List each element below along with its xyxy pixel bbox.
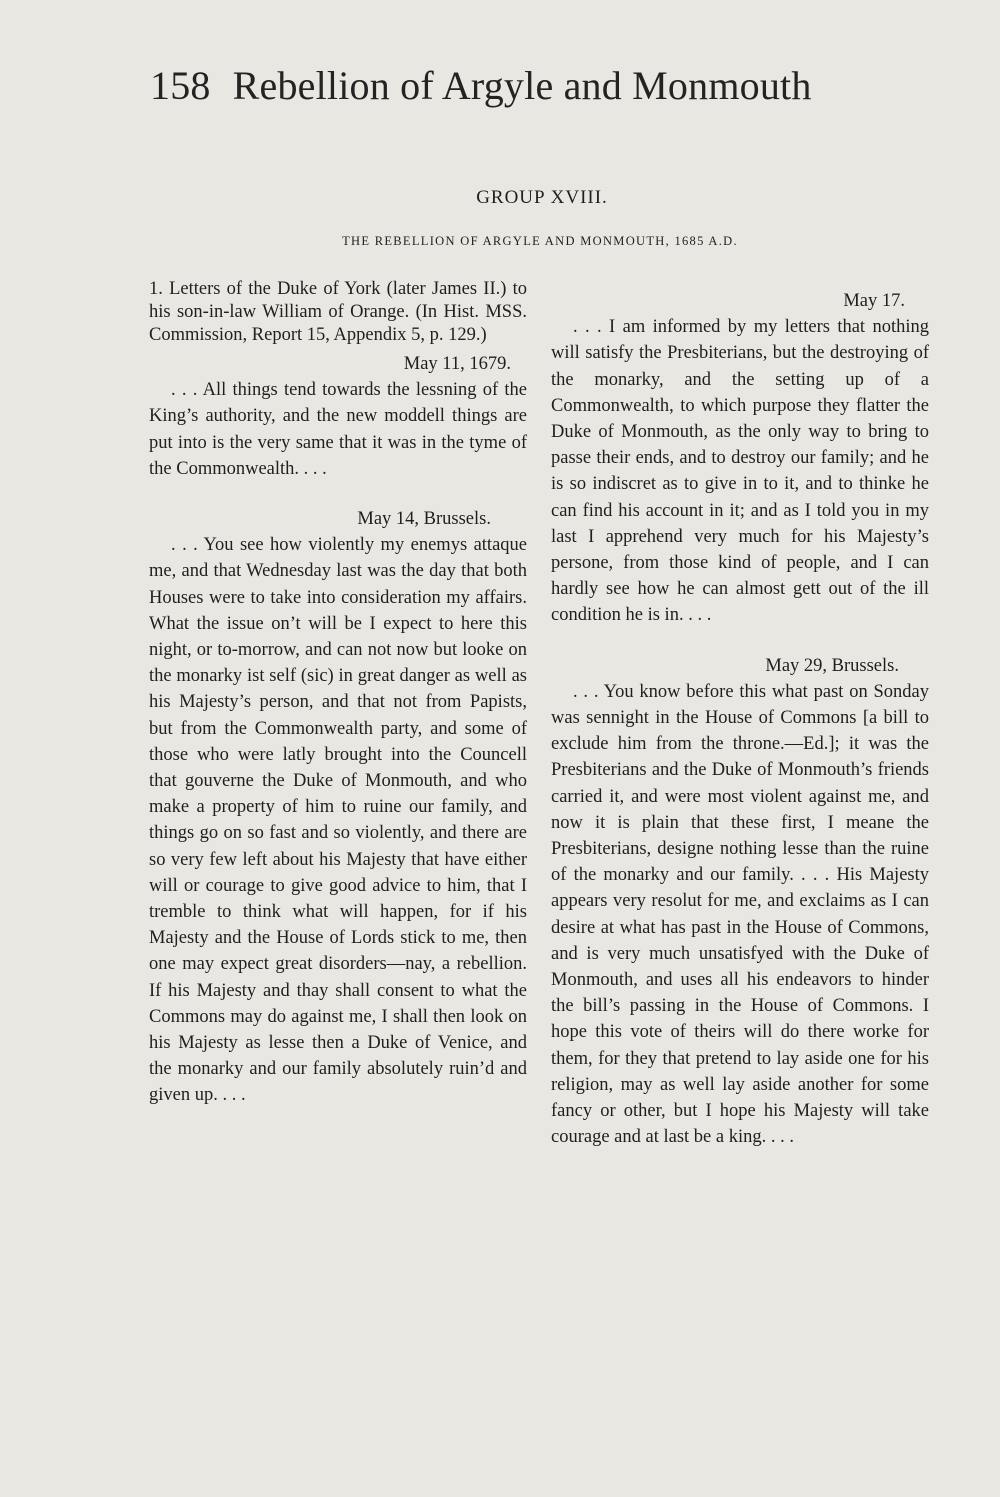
letter-text: . . . You know before this what past on Sonday was sennight in the House of Commons [a bill to exclude him from the throne.—Ed.]; it was the Presbiterians and the Duke of Monmouth’s friends carried it, and were most violent against me, and now it is plain that these first, I meane the Presbiterians, designe nothing lesse than the ruine of the monarky and our family. . . . His Majesty appears very resolut for me, and exclaims as I can desire at what has past in the House of Commons, and is very much unsatisfyed with the Duke of Monmouth, and uses all his endeavors to hinder the bill’s passing in the House of Commons. I hope this vote of theirs will do there worke for them, for they that pretend to lay aside one for his religion, may as well lay aside another for some fancy or other, but I hope his Majesty will take courage and at last be a king. . . . xyxy=(551,681,929,1148)
running-title: Rebellion of Argyle and Monmouth xyxy=(232,63,812,108)
letter-text: . . . All things tend towards the lessning of the King’s authority, and the new moddell things are put into is the very same that it was in the tyme of the Commonwealth. . . . xyxy=(149,380,527,479)
letter-date: May 14, Brussels. xyxy=(357,509,491,530)
left-column xyxy=(149,278,527,1109)
source-citation: 1. Letters of the Duke of York (later James II.) to his son-in-law William of Orange. (In Hist. MSS. Commission, Report 15, Appendix 5, p. 129.) xyxy=(149,279,527,345)
letter-date: May 29, Brussels. xyxy=(765,655,899,676)
page-number: 158 xyxy=(150,63,211,108)
running-head xyxy=(150,62,812,109)
letter-date: May 11, 1679. xyxy=(403,354,511,374)
letter-date: May 17. xyxy=(843,291,905,311)
group-subtitle: THE REBELLION OF ARGYLE AND MONMOUTH, 1685 A.D. xyxy=(342,234,738,248)
right-column xyxy=(551,278,929,1151)
letter-text: . . . You see how violently my enemys attaque me, and that Wednesday last was the day that both Houses were to take into consideration my affairs. What the issue on’t will be I expect to here this night, or to-morrow, and can not now but looke on the monarky ist self (sic) in great danger as well as his Majesty’s person, and that not from Papists, but from the Commonwealth party, and some of those who were latly brought into the Councell that gouverne the Duke of Monmouth, and who make a property of him to ruine our family, and things go on so fast and so violently, and there are so very few left about his Majesty that have either will or courage to give good advice to him, that I tremble to think what will happen, for if his Majesty and the House of Lords stick to me, then one may expect great disorders—nay, a rebellion. If his Majesty and thay shall consent to what the Commons may do against me, I shall then look on his Majesty as lesse then a Duke of Venice, and the monarky and our family absolutely ruin’d and given up. . . . xyxy=(149,535,527,1106)
letter-text: . . . I am informed by my letters that nothing will satisfy the Presbiterians, but the destroying of the monarky, and the setting up of a Commonwealth, to which purpose they flatter the Duke of Monmouth, as the only way to bring to passe their ends, and to destroy our family; and he is so indiscret as to give in to it, and to thinke he can find his account in it; and as I told you in my last I apprehend very much for his Majesty’s persone, from those kind of people, and I can hardly see how he can almost gett out of the ill condition he is in. . . . xyxy=(551,317,929,626)
group-title: GROUP XVIII. xyxy=(476,187,608,208)
